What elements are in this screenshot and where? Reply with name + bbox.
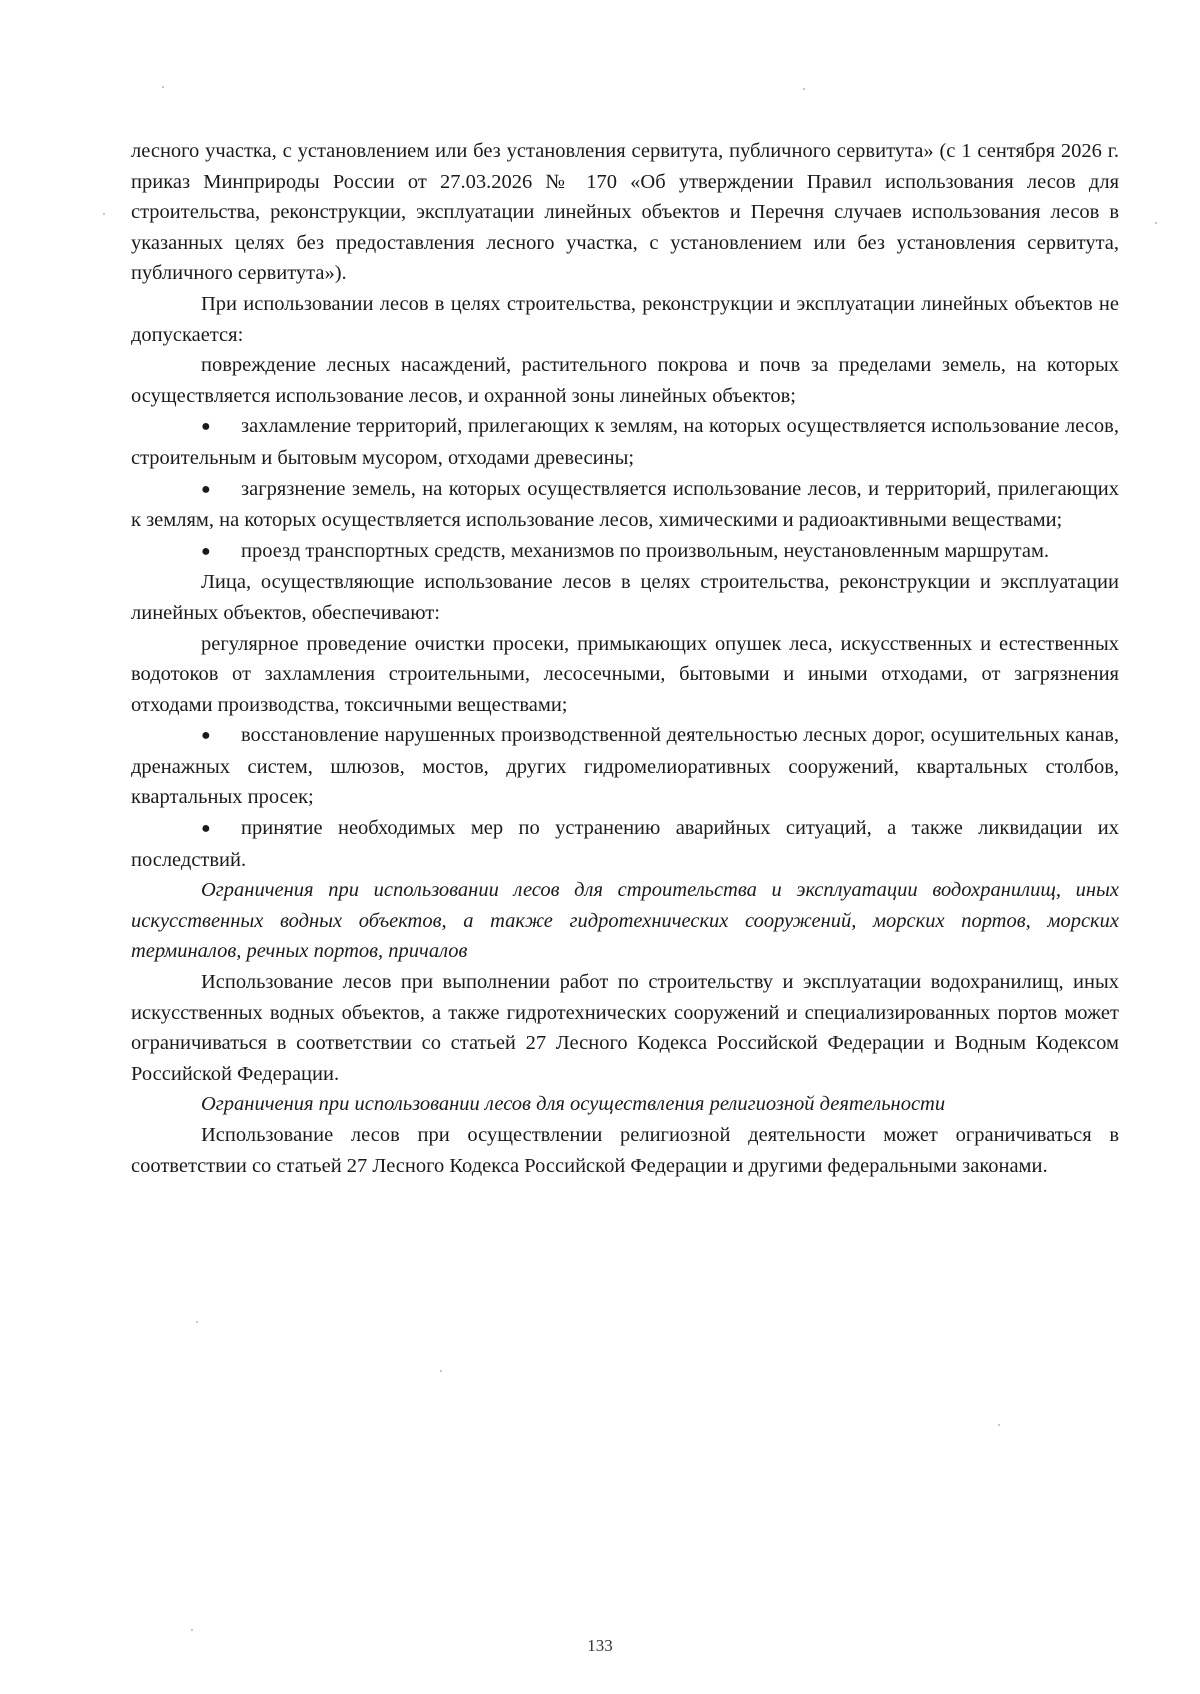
scan-speck (1155, 222, 1157, 224)
body-paragraph (131, 567, 1119, 628)
bullet-item (131, 813, 1119, 875)
paragraph-text: Использование лесов при выполнении работ по строительству и эксплуатации водохранилищ, иных искусственных водных объектов, а также гидротехнических сооружений и специализированных портов может ограничиваться в соответствии со статьей 27 Лесного Кодекса Российской Федерации и Водным Кодексом Российской Федерации. (131, 971, 1119, 1085)
bullet-icon: ● (201, 480, 211, 498)
paragraph-text: повреждение лесных насаждений, растительного покрова и почв за пределами земель, на которых осуществляется использование лесов, и охранной зоны линейных объектов; (131, 354, 1119, 407)
bullet-icon: ● (201, 727, 211, 745)
scan-speck (803, 88, 805, 90)
scan-speck (196, 1321, 198, 1323)
paragraph-text: Лица, осуществляющие использование лесов в целях строительства, реконструкции и эксплуатации линейных объектов, обеспечивают: (131, 571, 1119, 624)
document-body (131, 136, 1119, 1181)
scan-speck (103, 213, 105, 215)
body-paragraph (131, 289, 1119, 350)
body-paragraph (131, 350, 1119, 411)
paragraph-text: лесного участка, с установлением или без установления сервитута, публичного сервитута» (с 1 сентября 2026 г. приказ Минприроды России от 27.03.2026 № 170 «Об утверждении Правил использования лесов для строительства, реконструкции, эксплуатации линейных объектов и Перечня случаев использования лесов в указанных целях без предоставления лесного участка, с установлением или без установления сервитута, публичного сервитута»). (131, 140, 1119, 285)
body-paragraph (131, 629, 1119, 721)
body-paragraph (131, 1120, 1119, 1181)
bullet-icon: ● (201, 820, 211, 838)
paragraph-text: регулярное проведение очистки просеки, примыкающих опушек леса, искусственных и естественных водотоков от захламления строительными, лесосечными, бытовыми и иными отходами, от загрязнения отходами производства, токсичными веществами; (131, 632, 1119, 716)
bullet-icon: ● (201, 542, 211, 560)
paragraph-text: Ограничения при использовании лесов для осуществления религиозной деятельности (201, 1093, 946, 1116)
bullet-item (131, 720, 1119, 813)
page-number: 133 (587, 1636, 613, 1655)
scan-speck (440, 1370, 442, 1372)
paragraph-text: При использовании лесов в целях строительства, реконструкции и эксплуатации линейных объектов не допускается: (131, 292, 1119, 346)
paragraph-text: Использование лесов при осуществлении религиозной деятельности может ограничиваться в соответствии со статьей 27 Лесного Кодекса Российской Федерации и другими федеральными законами. (131, 1124, 1119, 1177)
scan-speck (998, 1424, 1000, 1426)
scan-speck (162, 86, 164, 88)
bullet-item (131, 474, 1119, 536)
paragraph-text: Ограничения при использовании лесов для строительства и эксплуатации водохранилищ, иных искусственных водных объектов, а также гидротехнических сооружений, морских портов, морских терминалов, речных портов, причалов (131, 879, 1119, 963)
paragraph-text: принятие необходимых мер по устранению аварийных ситуаций, а также ликвидации их последствий. (131, 817, 1119, 871)
section-heading (131, 1089, 1119, 1120)
paragraph-text: загрязнение земель, на которых осуществляется использование лесов, и территорий, прилегающих к землям, на которых осуществляется использование лесов, химическими и радиоактивными веществами; (131, 477, 1119, 532)
scan-speck (191, 1629, 193, 1631)
bullet-item (131, 411, 1119, 473)
bullet-icon: ● (201, 418, 211, 436)
paragraph-text: захламление территорий, прилегающих к землям, на которых осуществляется использование лесов, строительным и бытовым мусором, отходами древесины; (131, 415, 1119, 469)
section-heading (131, 875, 1119, 967)
paragraph-text: проезд транспортных средств, механизмов по произвольным, неустановленным маршрутам. (241, 539, 1050, 562)
body-paragraph (131, 136, 1119, 289)
paragraph-text: восстановление нарушенных производственной деятельностью лесных дорог, осушительных канав, дренажных систем, шлюзов, мостов, других гидромелиоративных сооружений, квартальных столбов, квартальных просек; (131, 724, 1119, 809)
body-paragraph (131, 967, 1119, 1089)
bullet-item (131, 536, 1119, 568)
